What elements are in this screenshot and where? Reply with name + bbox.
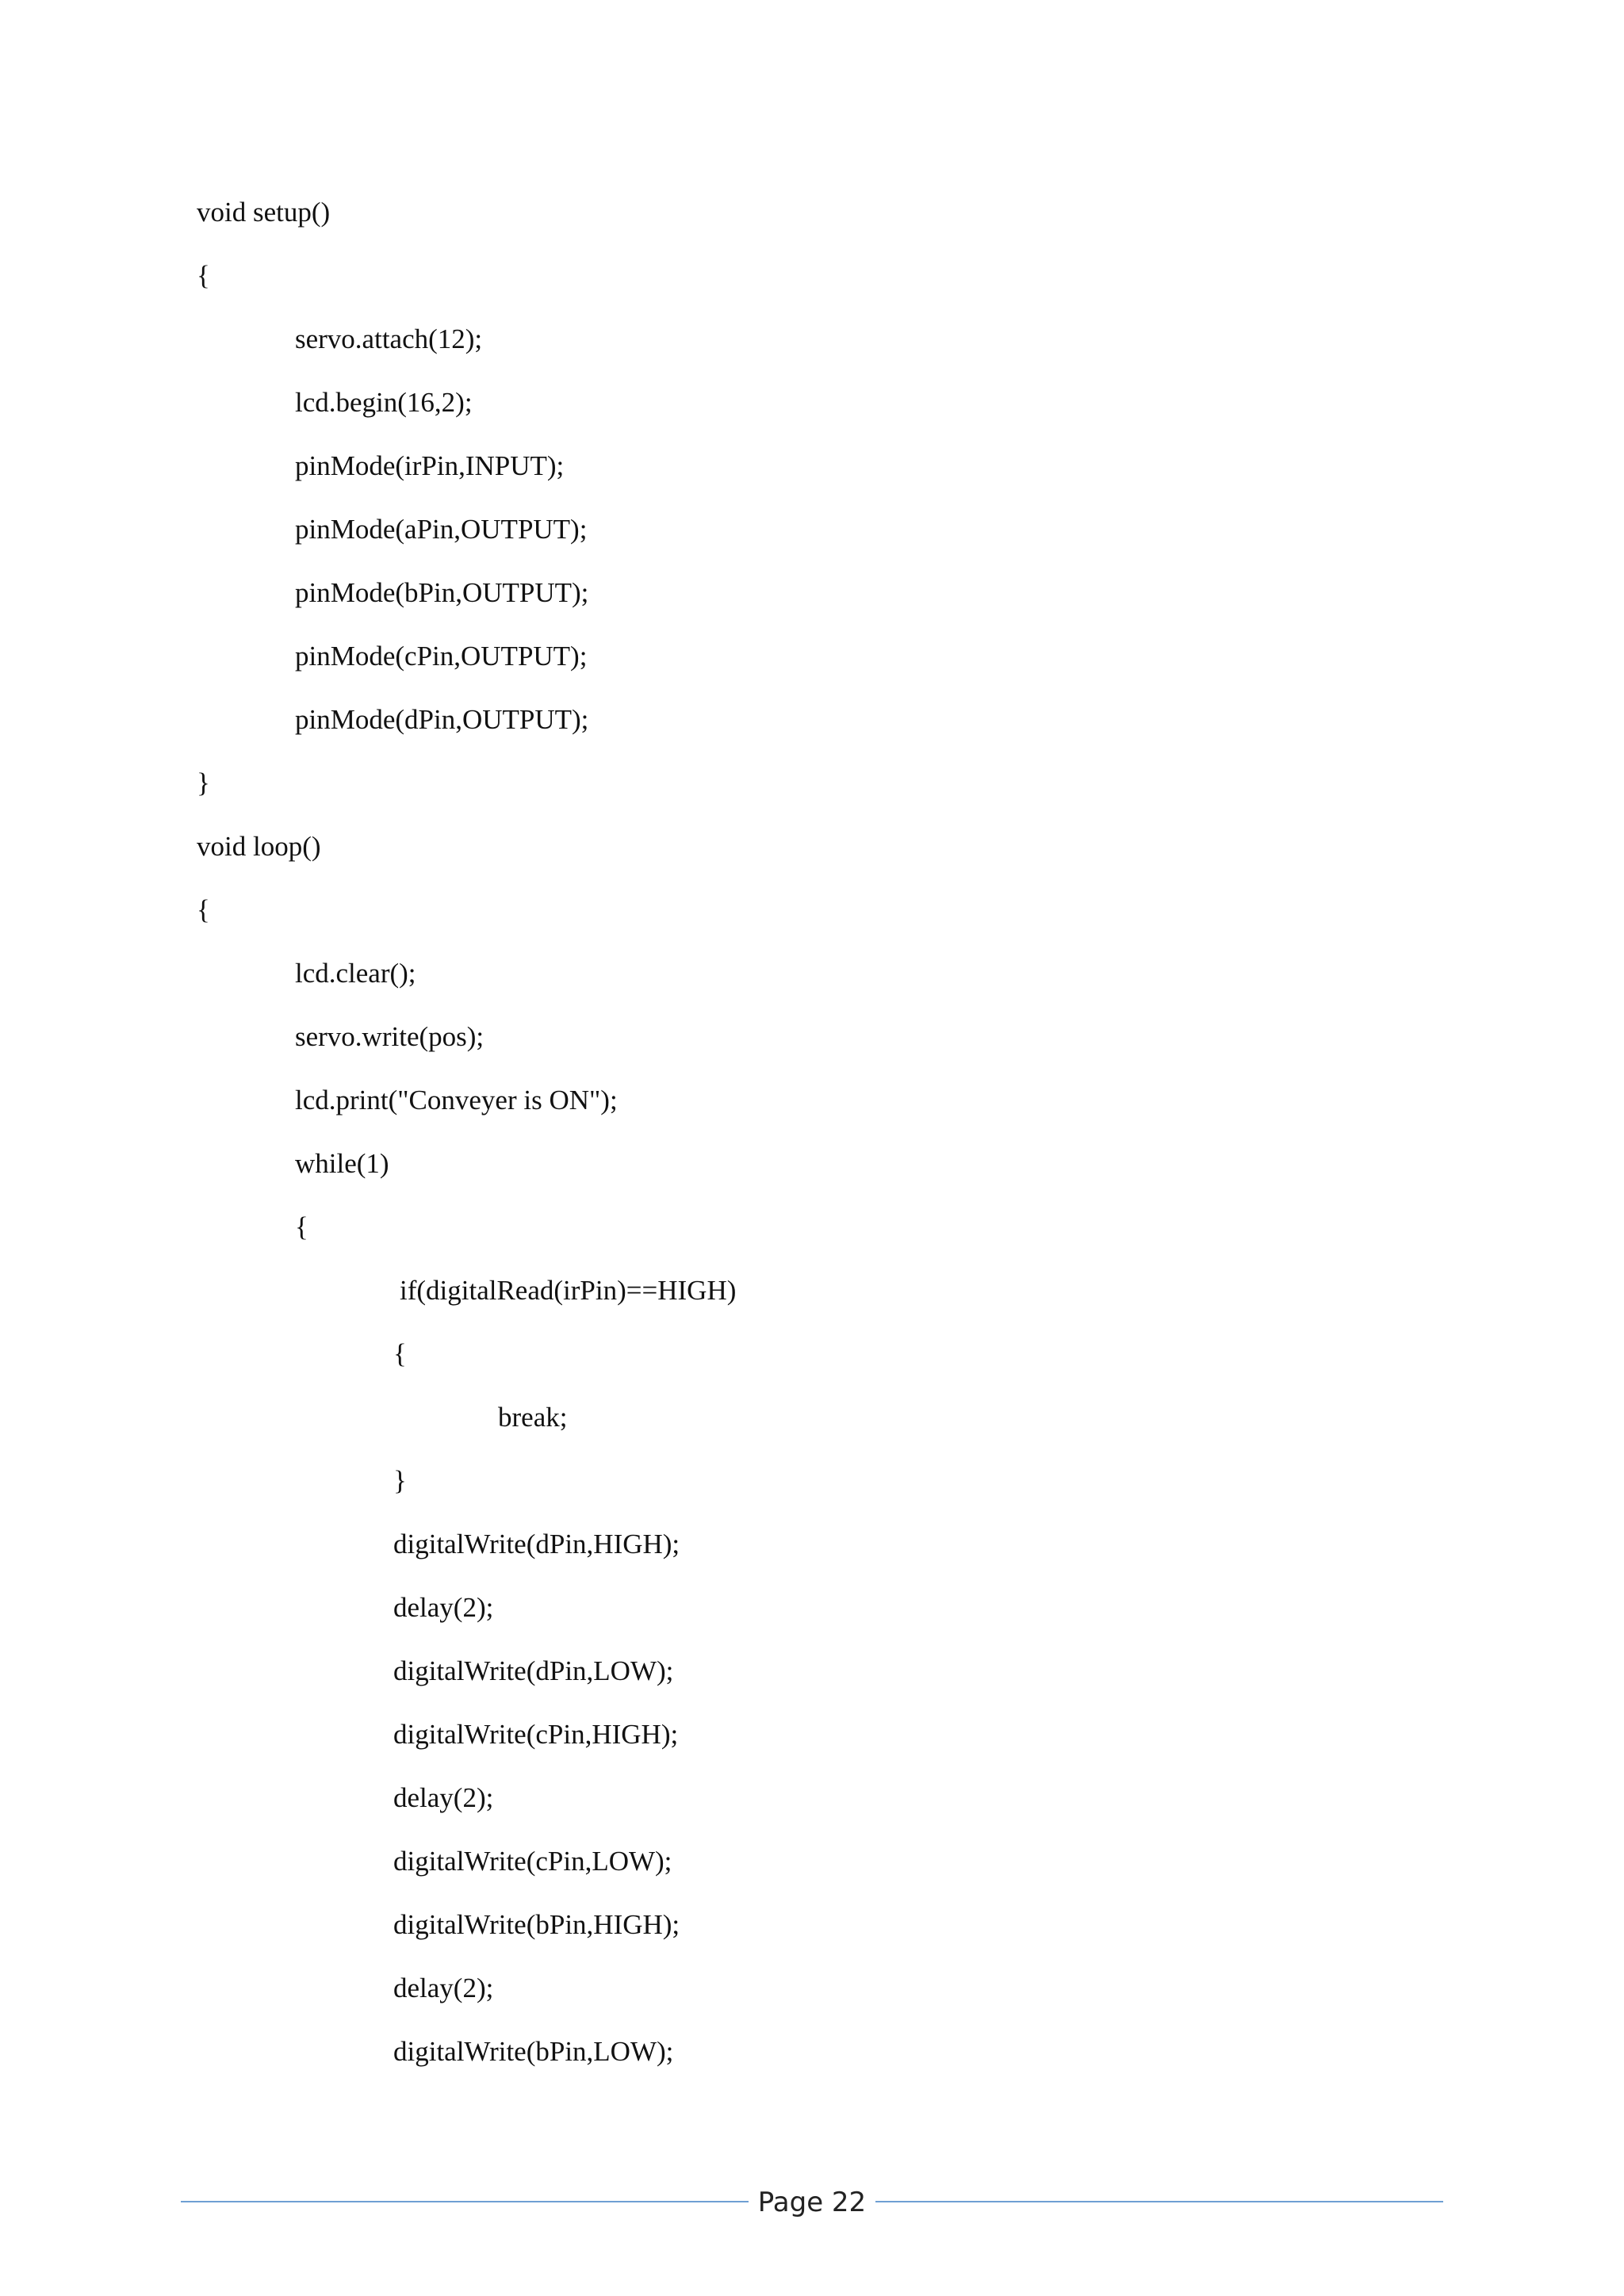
code-line: pinMode(irPin,INPUT); (295, 450, 565, 481)
page-footer (181, 2180, 1443, 2225)
code-line: break; (498, 1402, 568, 1433)
code-line: } (197, 767, 210, 798)
code-line: servo.write(pos); (295, 1021, 485, 1052)
code-line: digitalWrite(bPin,HIGH); (393, 1909, 680, 1940)
code-line: { (393, 1338, 407, 1369)
code-line: delay(2); (393, 1973, 494, 2003)
code-line: lcd.clear(); (295, 958, 416, 989)
code-line: { (295, 1211, 308, 1242)
code-line: void loop() (197, 831, 321, 862)
footer-divider-right (875, 2201, 1443, 2202)
code-line: digitalWrite(dPin,HIGH); (393, 1529, 680, 1559)
code-line: delay(2); (393, 1592, 494, 1623)
code-line: pinMode(bPin,OUTPUT); (295, 577, 589, 608)
code-line: delay(2); (393, 1782, 494, 1813)
code-line: if(digitalRead(irPin)==HIGH) (400, 1275, 737, 1306)
footer-divider-left (181, 2201, 749, 2202)
code-line: digitalWrite(cPin,HIGH); (393, 1719, 679, 1750)
code-line: while(1) (295, 1148, 389, 1179)
page-number: Page 22 (757, 2187, 867, 2218)
code-line: pinMode(cPin,OUTPUT); (295, 641, 588, 672)
code-line: } (393, 1465, 407, 1496)
code-line: void setup() (197, 197, 331, 228)
code-line: { (197, 260, 210, 291)
code-line: digitalWrite(dPin,LOW); (393, 1655, 674, 1686)
code-line: lcd.begin(16,2); (295, 387, 473, 418)
code-line: { (197, 894, 210, 925)
code-line: digitalWrite(cPin,LOW); (393, 1846, 672, 1877)
code-line: pinMode(aPin,OUTPUT); (295, 514, 588, 545)
code-line: servo.attach(12); (295, 323, 483, 354)
code-line: digitalWrite(bPin,LOW); (393, 2036, 674, 2067)
code-line: lcd.print("Conveyer is ON"); (295, 1085, 618, 1115)
code-line: pinMode(dPin,OUTPUT); (295, 704, 589, 735)
